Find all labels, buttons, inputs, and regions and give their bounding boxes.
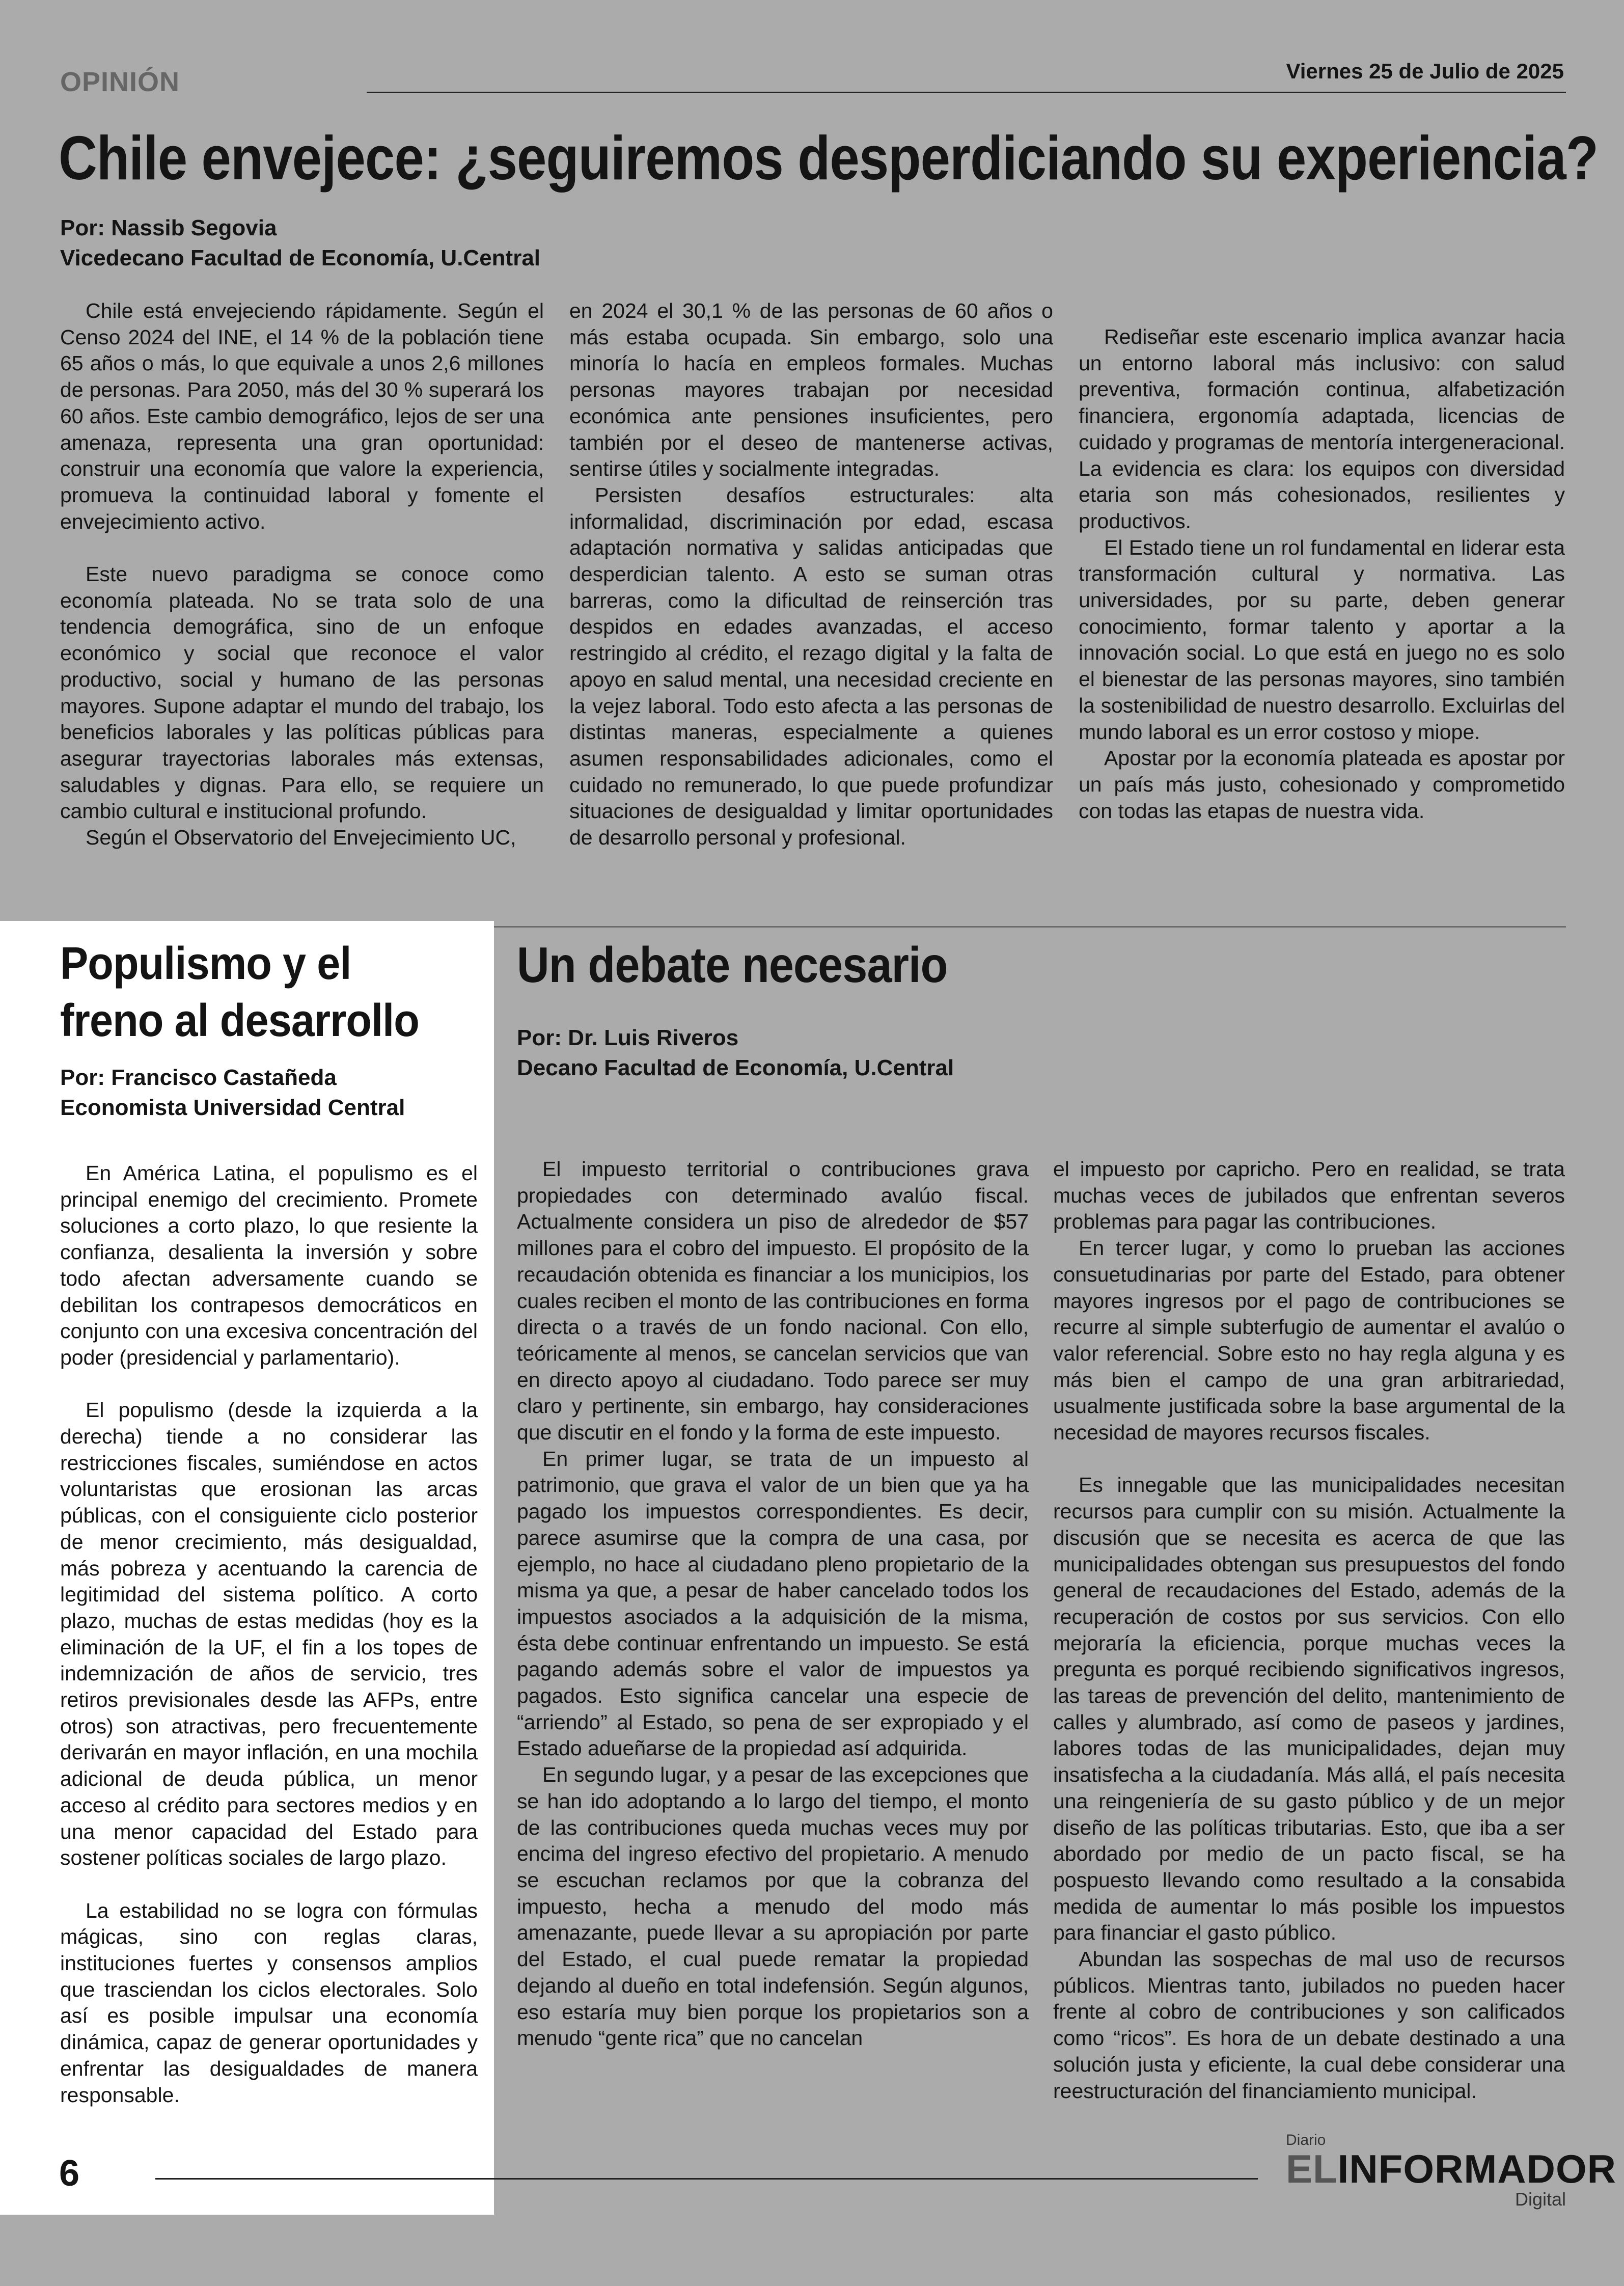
logo-informador: INFORMADOR bbox=[1337, 2146, 1616, 2191]
section-divider bbox=[494, 926, 1566, 928]
article3-author: Por: Dr. Luis Riveros bbox=[517, 1025, 739, 1050]
paragraph: El populismo (desde la izquierda a la derecha) tiende a no considerar las restricciones fiscales, sumiéndose en actos voluntaristas que erosionan las arcas públicas, con el consiguiente ciclo posterior de menor crecimiento, más desigualdad, más pobreza y acentuando la carencia de legitimidad del sistema político. A corto plazo, muchas de estas medidas (hoy es la eliminación de la UF, el fin a los topes de indemnización de años de servicio, tres retiros previsionales desde las AFPs, entre otros) son atractivas, pero frecuentemente derivarán en mayor inflación, en una mochila adicional de deuda pública, un menor acceso al crédito para sectores medios y en una menor capacidad del Estado para sostener políticas sociales de largo plazo. bbox=[60, 1398, 478, 1870]
article3-title: Un debate necesario bbox=[517, 937, 948, 993]
article2-author: Por: Francisco Castañeda bbox=[60, 1065, 337, 1090]
logo-top-text: Diario bbox=[1286, 2132, 1326, 2148]
article3-column-1 bbox=[517, 1156, 1029, 2052]
page-number: 6 bbox=[59, 2153, 80, 2194]
logo-el: EL bbox=[1286, 2146, 1338, 2191]
paragraph: en 2024 el 30,1 % de las personas de 60 años o más estaba ocupada. Sin embargo, solo una minoría lo hacía en empleos formales. Muchas personas mayores trabajan por necesidad económica ante pensiones insuficientes, pero también por el deseo de mantenerse activas, sentirse útiles y socialmente integradas. bbox=[569, 299, 1053, 481]
header-rule bbox=[367, 92, 1566, 93]
publication-logo bbox=[1286, 2132, 1616, 2210]
paragraph: En segundo lugar, y a pesar de las excepciones que se han ido adoptando a lo largo del tiempo, el monto de las contribuciones queda muchas veces muy por encima del ingreso efectivo del propietario. A menudo se escuchan reclamos por que la cobranza del impuesto, hecha a menudo del modo más amenazante, puede llevar a su apropiación por parte del Estado, el cual puede rematar la propiedad dejando al dueño en total indefensión. Según algunos, eso estaría muy bien porque los propietarios son a menudo “gente rica” que no cancelan bbox=[517, 1763, 1029, 2050]
article2-column bbox=[60, 1160, 478, 2108]
logo-wordmark bbox=[1286, 2146, 1616, 2191]
article1-title: Chile envejece: ¿seguiremos desperdiciando su experiencia? bbox=[59, 123, 1599, 193]
article3-role: Decano Facultad de Economía, U.Central bbox=[517, 1055, 954, 1080]
article1-author: Por: Nassib Segovia bbox=[60, 215, 277, 240]
article1-role: Vicedecano Facultad de Economía, U.Central bbox=[60, 246, 541, 270]
article2-role: Economista Universidad Central bbox=[60, 1095, 405, 1120]
paragraph: El impuesto territorial o contribuciones grava propiedades con determinado avalúo fiscal. Actualmente considera un piso de alrededor de $57 millones para el cobro del impuesto. El propósito de la recaudación obtenida es financiar a los municipios, los cuales reciben el monto de las contribuciones en forma directa o a través de un fondo nacional. Con ello, teóricamente al menos, se cancelan servicios que van en directo apoyo al ciudadano. Todo parece ser muy claro y pertinente, sin embargo, hay consideraciones que discutir en el fondo y la forma de este impuesto. bbox=[517, 1157, 1029, 1445]
article3-column-2 bbox=[1053, 1156, 1565, 2104]
article2-title: Populismo y el freno al desarrollo bbox=[60, 938, 419, 1046]
paragraph: El Estado tiene un rol fundamental en liderar esta transformación cultural y normativa. Las universidades, por su parte, deben generar conocimiento, formar talento y aportar a la innovación social. Lo que está en juego no es solo el bienestar de las personas mayores, sino también la sostenibilidad de nuestro desarrollo. Excluirlas del mundo laboral es un error costoso y miope. bbox=[1079, 535, 1565, 744]
article1-column-1 bbox=[60, 298, 544, 851]
article1-column-2 bbox=[569, 298, 1053, 851]
paragraph: La estabilidad no se logra con fórmulas mágicas, sino con reglas claras, instituciones fuertes y consensos amplios que trasciendan los ciclos electorales. Solo así es posible impulsar una economía dinámica, capaz de generar oportunidades y enfrentar las desigualdades de manera responsable. bbox=[60, 1898, 478, 2107]
paragraph: En primer lugar, se trata de un impuesto al patrimonio, que grava el valor de un bien que ya ha pagado los impuestos correspondientes. Es decir, parece asumirse que la compra de una casa, por ejemplo, no hace al ciudadano pleno propietario de la misma ya que, a pesar de haber cancelado todos los impuestos asociados a la adquisición de la misma, ésta debe continuar enfrentando un impuesto. Se está pagando además sobre el valor de impuestos ya pagados. Esto significa cancelar una especie de “arriendo” al Estado, so pena de ser expropiado y el Estado adueñarse de la propiedad así adquirida. bbox=[517, 1447, 1029, 1760]
paragraph: En América Latina, el populismo es el principal enemigo del crecimiento. Promete soluciones a corto plazo, lo que resiente la confianza, desalienta la inversión y sobre todo afectan adversamente cuando se debilitan los contrapesos democráticos en conjunto con una excesiva concentración del poder (presidencial y parlamentario). bbox=[60, 1161, 478, 1369]
paragraph: el impuesto por capricho. Pero en realidad, se trata muchas veces de jubilados que enfrentan severos problemas para pagar las contribuciones. bbox=[1053, 1157, 1565, 1234]
paragraph: En tercer lugar, y como lo prueban las acciones consuetudinarias por parte del Estado, para obtener mayores ingresos por el pago de contribuciones se recurre al simple subterfugio de aumentar el avalúo o valor referencial. Sobre esto no hay regla alguna y es más bien el campo de una gran arbitrariedad, usualmente justificada sobre la base argumental de la necesidad de mayores recursos fiscales. bbox=[1053, 1236, 1565, 1445]
paragraph: Apostar por la economía plateada es apostar por un país más justo, cohesionado y comprometido con todas las etapas de nuestra vida. bbox=[1079, 746, 1565, 823]
paragraph: Rediseñar este escenario implica avanzar hacia un entorno laboral más inclusivo: con salud preventiva, formación continua, alfabetización financiera, ergonomía adaptada, licencias de cuidado y programas de mentoría intergeneracional. La evidencia es clara: los equipos con diversidad etaria son más cohesionados, resilientes y productivos. bbox=[1079, 325, 1565, 533]
logo-sub-text: Digital bbox=[1515, 2189, 1566, 2210]
issue-date: Viernes 25 de Julio de 2025 bbox=[1286, 59, 1564, 83]
paragraph: Chile está envejeciendo rápidamente. Según el Censo 2024 del INE, el 14 % de la población tiene 65 años o más, lo que equivale a unos 2,6 millones de personas. Para 2050, más del 30 % superará los 60 años. Este cambio demográfico, lejos de ser una amenaza, representa una gran oportunidad: construir una economía que valore la experiencia, promueva la continuidad laboral y fomente el envejecimiento activo. bbox=[60, 299, 544, 533]
paragraph: Persisten desafíos estructurales: alta informalidad, discriminación por edad, escasa adaptación normativa y salidas anticipadas que desperdician talento. A esto se suman otras barreras, como la dificultad de reinserción tras despidos en edades avanzadas, el acceso restringido al crédito, el rezago digital y la falta de apoyo en salud mental, una necesidad creciente en la vejez laboral. Todo esto afecta a las personas de distintas maneras, especialmente a quienes asumen responsabilidades adicionales, como el cuidado no remunerado, lo que puede profundizar situaciones de desigualdad y limitar oportunidades de desarrollo personal y profesional. bbox=[569, 483, 1053, 850]
section-label: OPINIÓN bbox=[60, 67, 180, 97]
paragraph: Este nuevo paradigma se conoce como economía plateada. No se trata solo de una tendencia demográfica, sino de un enfoque económico y social que reconoce el valor productivo, social y humano de las personas mayores. Supone adaptar el mundo del trabajo, los beneficios laborales y las políticas públicas para asegurar trayectorias laborales más extensas, saludables y dignas. Para ello, se requiere un cambio cultural e institucional profundo. bbox=[60, 562, 544, 823]
paragraph: Es innegable que las municipalidades necesitan recursos para cumplir con su misión. Actualmente la discusión que se necesita es acerca de que las municipalidades obtengan sus presupuestos del fondo general de recaudaciones del Estado, además de la recuperación de costos por sus servicios. Con ello mejoraría la eficiencia, porque muchas veces la pregunta es porqué recibiendo significativos ingresos, las tareas de prevención del delito, mantenimiento de calles y alumbrado, así como de paseos y jardines, labores todas de las municipalidades, dejan muy insatisfecha a la ciudadanía. Más allá, el país necesita una reingeniería de su gasto público y de un mejor diseño de las políticas tributarias. Esto, que iba a ser abordado por medio de un pacto fiscal, se ha pospuesto llevando como resultado a la consabida medida de aumentar lo más posible los impuestos para financiar el gasto público. bbox=[1053, 1473, 1565, 1945]
paragraph: Abundan las sospechas de mal uso de recursos públicos. Mientras tanto, jubilados no pueden hacer frente al cobro de contribuciones y son calificados como “ricos”. Es hora de un debate destinado a una solución justa y eficiente, la cual debe considerar una reestructuración del financiamiento municipal. bbox=[1053, 1947, 1565, 2103]
paragraph: Según el Observatorio del Envejecimiento UC, bbox=[86, 826, 516, 850]
article1-column-3 bbox=[1079, 324, 1565, 824]
footer-rule bbox=[155, 2178, 1258, 2180]
